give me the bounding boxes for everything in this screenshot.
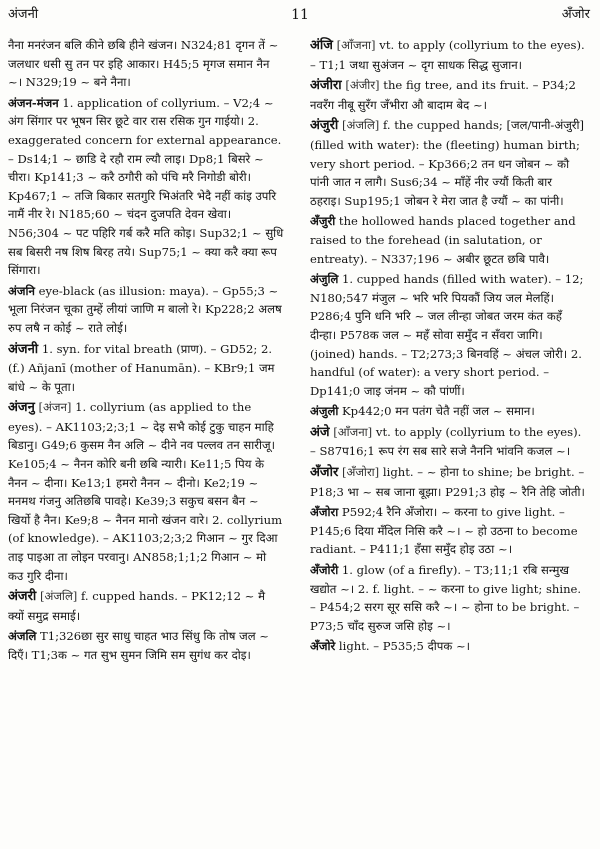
definition: eye-black (as illusion: maya). – Gp55;3 ~ भूला निरंजन चूका तुम्हें लीयां जाणि म बालो रे। Kp228;2 अलष रुप लषै न कोई ~ राते लोई। [8, 283, 282, 335]
dictionary-entry [310, 76, 586, 114]
running-head-right: अँजोर [561, 7, 590, 22]
etymology: [अंजीर] [345, 78, 380, 93]
page-header [0, 6, 600, 28]
headword: अंजि [310, 38, 333, 53]
definition: f. cupped hands. – PK12;12 ~ मै क्यों समुद्र समाई। [8, 589, 265, 623]
entry-paragraph [310, 212, 586, 268]
etymology: [अंजलि] [341, 118, 380, 133]
definition: 1. glow (of a firefly). – T3;11;1 रबि सन्मुख खद्योत ~। 2. f. light. – ~ करना to give light; shine. – P454;2 सरग सूर ससि करै ~। ~ होना to be bright. – P73;5 चाँद सुरुज जसि होइ ~। [310, 563, 582, 633]
definition: 1. cupped hands (filled with water). – 12; N180;547 मंजुल ~ भरि भरि पियकौं जिय जल मेलहिं। P286;4 पुनि धनि भरि ~ जल लीन्हा जोबत जरम कंत कहँ दीन्हा। P578क जल ~ महँ सोवा समुँद न सँवरा जागि। (joined) hands. – T2;273;3 बिनवहिं ~ अंचल जोरी। 2. handful (of water): a very short period. – Dp141;0 जाइ जंनम ~ कौ पांणीं। [310, 272, 584, 398]
subentry-headword: अंजुलि [310, 272, 339, 287]
subentry-headword: अँजोरा [310, 505, 339, 520]
page-number: 11 [291, 7, 309, 23]
dictionary-entry [8, 587, 284, 625]
definition: vt. to apply (collyrium to the eyes). – T1;1 जथा सुअंजन ~ दृग साधक सिद्ध सुजान। [310, 38, 585, 72]
definition: T1;326छा सुर साधु चाहत भाउ सिंधु कि तोष जल ~ दिएँ। T1;3क ~ गत सुभ सुमन जिमि सम सुगंध कर दोइ। [8, 629, 270, 662]
subentry-headword: अँजोरे [310, 639, 336, 654]
headword: अंजनी [8, 341, 39, 357]
subentry-headword: अंजनि [8, 283, 35, 298]
entry-paragraph [8, 282, 284, 338]
dictionary-entry [310, 116, 586, 210]
dictionary-entry [310, 463, 586, 501]
etymology: [अंजलि] [39, 589, 78, 604]
headword: अंजनु [8, 400, 35, 416]
subentry-headword: अंजन-मंजन [8, 95, 59, 110]
subentry-headword: अंजलि [8, 629, 37, 644]
subentry-headword: अँजोरी [310, 563, 339, 578]
entry-paragraph [8, 627, 284, 664]
subentry-headword: अंजुली [310, 404, 339, 419]
entry-paragraph [310, 561, 586, 635]
etymology: [आँजना] [333, 424, 373, 439]
entry-paragraph [310, 402, 586, 421]
left-column [8, 36, 284, 667]
definition: 1. application of collyrium. – V2;4 ~ अंग सिंगार पर भूषन सिर छूटे वार रास रसिक गुन गाईयो। 2. exaggerated concern for external appearance. – Ds14;1 ~ छाडि दे रहौ राम ल्यौ लाइ। Dp8;1 बिसरे ~ चीरा। Kp141;3 ~ करै ठगौरी को पंचि मरै निगोडी बोरी। Kp467;1 ~ तजि बिकार सतगुरि भिअंतरि भेदै नहीं कांइ उपरि नामैं नीर रे। N185;60 ~ चंदन दुजपति देवन खेवा। N56;304 ~ पट पहिरि गर्ब करै मति कोइ। Sup32;1 ~ सुधि सब बिसरी नष शिष बिरह तये। Sup75;1 ~ क्या करै क्या रूप सिंगारा। [8, 95, 284, 278]
definition: नैना मनरंजन बलि कीने छबि हीने खंजन। N324;81 दृगन तें ~ जलधार धसी सु तन पर इहि आकार। H45;5 मृगज समान नैन ~। N329;19 ~ बने नैना। [8, 38, 279, 90]
etymology: [अंजन] [38, 400, 72, 415]
etymology: [अँजोरा] [341, 465, 380, 480]
etymology: [आँजना] [336, 38, 376, 52]
definition: Kp442;0 मन पतंग चेतै नहीं जल ~ समान। [342, 404, 535, 419]
definition: light. – P535;5 दीपक ~। [338, 639, 471, 654]
headword: अँजोर [310, 465, 339, 481]
definition: the fig tree, and its fruit. – P34;2 नवरँग नीबू सुरँग जँभीरा औ बादाम बेद ~। [310, 78, 576, 112]
entry-paragraph [8, 36, 284, 92]
dictionary-entry [310, 36, 586, 74]
right-column [310, 36, 586, 658]
dictionary-entry [8, 340, 284, 397]
definition: 1. syn. for vital breath (प्राण). – GD52; 2. (f.) Añjanī (mother of Hanumān). – KBr9;1 जम बांधे ~ के पूता। [8, 341, 275, 394]
dictionary-entry [310, 423, 586, 461]
subentry-headword: अँजुरी [310, 214, 336, 229]
definition: the hollowed hands placed together and raised to the forehead (in salutation, or entreaty). – N337;196 ~ अबीर छूटत छबि पावै। [310, 214, 576, 266]
definition: light. – ~ होना to shine; be bright. – P18;3 भा ~ सब जाना बूझा। P291;3 होइ ~ रैनि तेहि जोती। [310, 465, 585, 499]
entry-paragraph [310, 270, 586, 400]
headword: अंजुरी [310, 118, 339, 134]
definition: vt. to apply (collyrium to the eyes). – S87प16;1 रूप रंग सब सारे सजे नैननि भांवनि कजल ~। [310, 424, 582, 459]
definition: P592;4 रैनि अँजोरा। ~ करना to give light. – P145;6 दिया मँदिल निसि करै ~। ~ हो उठना to become radiant. – P411;1 हँसा समुँद होइ उठा ~। [310, 505, 578, 557]
headword: अंजरी [8, 589, 37, 605]
headword: अंजे [310, 424, 330, 440]
entry-paragraph [310, 637, 586, 656]
dictionary-entry [8, 398, 284, 585]
definition: f. the cupped hands; [जल/पानी-अंजुरी] (filled with water): the (fleeting) human birth; very short period. – Kp366;2 तन धन जोबन ~ कौ पांनी जात न लागै। Sus6;34 ~ माँहें नीर ज्यौं किती बार ठहराइ। Sup195;1 जोबन रे मेरा जात है ज्यौं ~ का पांनी। [310, 118, 585, 208]
entry-paragraph [310, 503, 586, 559]
entry-paragraph [8, 94, 284, 280]
running-head-left: अंजनी [8, 7, 39, 22]
headword: अंजीरा [310, 78, 342, 94]
definition: 1. collyrium (as applied to the eyes). – AK1103;2;3;1 ~ देइ सभै कोई टुकु चाहन माहि बिडानु। G49;6 कुसम नैन अलि ~ दीने नव पल्लव तन सारीजू। Ke105;4 ~ नैनन कोरि बनी छबि न्यारी। Ke11;5 पिय के नैनन ~ दीना। Ke13;1 हमरो नैनन ~ दीनो। Ke2;19 ~ मनमथ गंजनु अतिछबि पावहे। Ke39;3 सकुच बसन बैन ~ खिर्यो है नैन। Ke9;8 ~ नैनन मानो खंजन वारे। 2. collyrium (of knowledge). – AK1103;2;3;2 गिआन ~ गुर दिआ ताइ पाइआ ता लोइन परवानु। AN858;1;1;2 गिआन ~ मो कउ गुरि दीना। [8, 400, 283, 583]
